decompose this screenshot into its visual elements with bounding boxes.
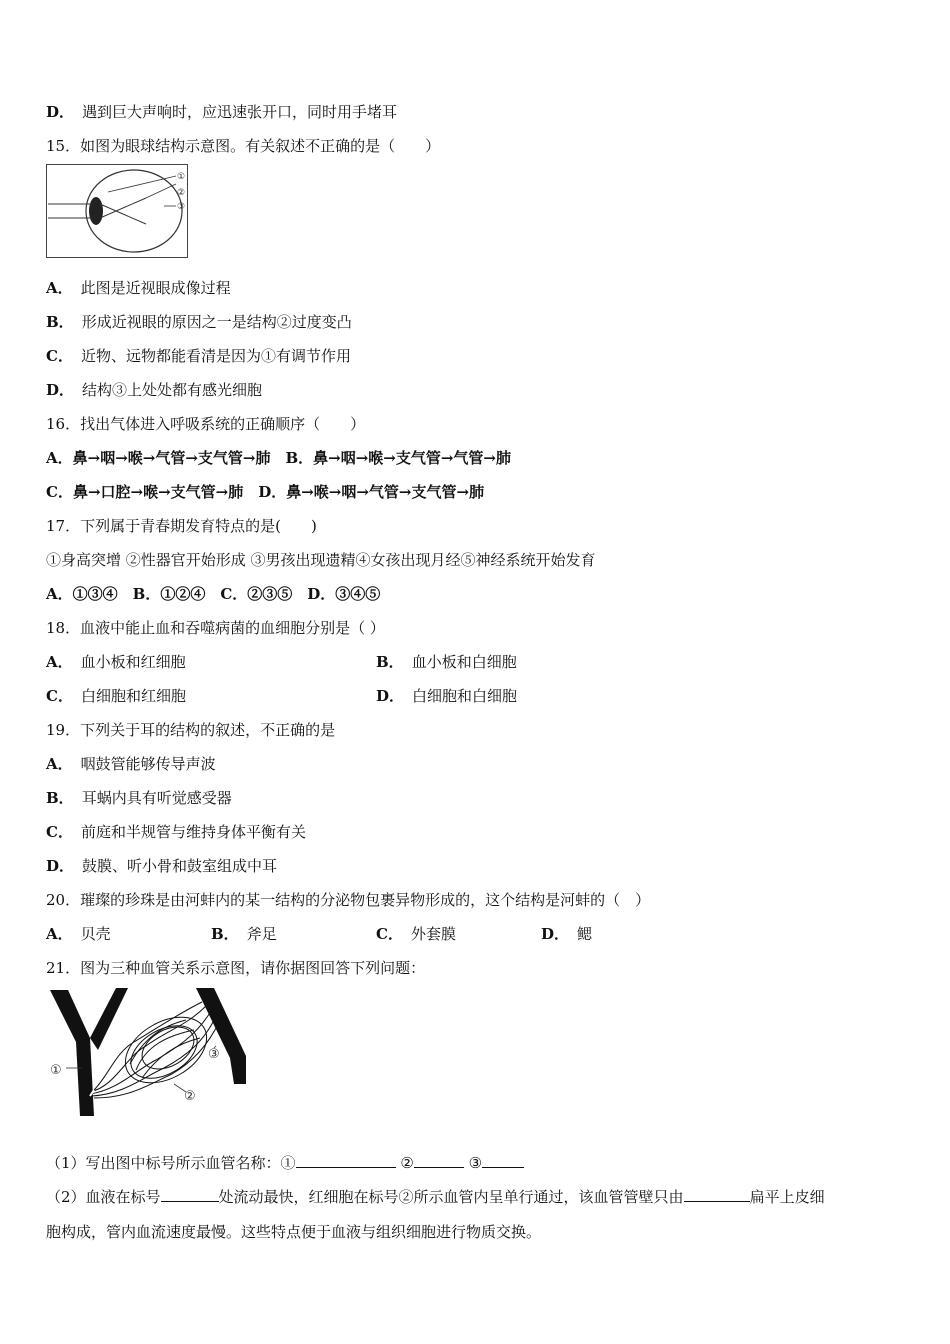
- label-3: ③: [177, 202, 186, 212]
- part2-text-c: 扁平上皮细: [749, 1188, 825, 1206]
- option-text: 外套膜: [410, 925, 456, 943]
- q18-option-a: [46, 652, 186, 672]
- option-label: B．: [211, 925, 239, 943]
- option-text: 斧足: [246, 925, 277, 943]
- option-text: 白细胞和红细胞: [80, 687, 186, 705]
- q14-option-d: [46, 102, 397, 122]
- answer-blank-1[interactable]: [296, 1152, 396, 1168]
- q21-part1: [46, 1152, 524, 1173]
- label-2: ②: [177, 188, 186, 198]
- option-text: 前庭和半规管与维持身体平衡有关: [80, 823, 306, 841]
- q19-stem: 19．下列关于耳的结构的叙述，不正确的是: [46, 721, 336, 739]
- option-text: 近物、远物都能看清是因为①有调节作用: [80, 347, 351, 365]
- q19-option-c: [46, 822, 306, 842]
- label-1: ①: [50, 1063, 62, 1078]
- q17-options: A．①③④ B．①②④ C．②③⑤ D．③④⑤: [46, 585, 381, 603]
- option-label: D．: [46, 381, 75, 399]
- option-label: A．: [46, 755, 73, 773]
- q16-options-row2: C．鼻→口腔→喉→支气管→肺 D．鼻→喉→咽→气管→支气管→肺: [46, 483, 485, 501]
- option-text: 此图是近视眼成像过程: [80, 279, 231, 297]
- label-3: ③: [208, 1047, 220, 1062]
- q19-option-a: [46, 754, 216, 774]
- q21-stem: 21．图为三种血管关系示意图，请你据图回答下列问题：: [46, 959, 426, 977]
- q16-stem: 16．找出气体进入呼吸系统的正确顺序（ ）: [46, 415, 366, 433]
- option-label: C．: [376, 925, 403, 943]
- option-text: 遇到巨大声响时，应迅速张开口，同时用手堵耳: [82, 103, 398, 121]
- answer-blank-2[interactable]: [414, 1152, 464, 1168]
- part1-label-2: ②: [400, 1154, 414, 1172]
- blood-vessel-diagram: [46, 986, 252, 1120]
- q18-option-d: [376, 686, 517, 706]
- q15-stem: 15．如图为眼球结构示意图。有关叙述不正确的是（ ）: [46, 137, 441, 155]
- q20-option-c: [376, 924, 456, 944]
- part1-prefix: （1）写出图中标号所示血管名称：①: [46, 1154, 296, 1172]
- q19-option-d: [46, 856, 277, 876]
- option-label: A．: [46, 925, 73, 943]
- q15-option-a: [46, 278, 231, 298]
- q20-option-b: [211, 924, 277, 944]
- answer-blank-4[interactable]: [161, 1186, 219, 1202]
- eye-diagram: [46, 164, 188, 258]
- q20-option-d: [541, 924, 592, 944]
- q18-option-c: [46, 686, 186, 706]
- option-label: D．: [46, 103, 75, 121]
- artery-shape: [50, 990, 94, 1116]
- option-text: 鳃: [577, 925, 593, 943]
- option-label: C．: [46, 823, 73, 841]
- option-label: C．: [46, 347, 73, 365]
- label-1: ①: [177, 172, 186, 182]
- option-text: 血小板和红细胞: [80, 653, 186, 671]
- label-2: ②: [184, 1089, 196, 1104]
- option-label: D．: [541, 925, 570, 943]
- q19-option-b: [46, 788, 232, 808]
- q17-items: ①身高突增 ②性器官开始形成 ③男孩出现遗精④女孩出现月经⑤神经系统开始发育: [46, 551, 596, 569]
- part1-label-3: ③: [468, 1154, 483, 1172]
- lens: [89, 197, 103, 225]
- q20-option-a: [46, 924, 111, 944]
- q17-stem: 17．下列属于青春期发育特点的是( ): [46, 517, 317, 535]
- option-text: 形成近视眼的原因之一是结构②过度变凸: [81, 313, 352, 331]
- option-label: D．: [46, 857, 75, 875]
- part2-text-a: （2）血液在标号: [46, 1188, 161, 1206]
- q21-part2-line2: 胞构成，管内血流速度最慢。这些特点便于血液与组织细胞进行物质交换。: [46, 1223, 542, 1241]
- q15-option-c: [46, 346, 351, 366]
- q18-stem: 18．血液中能止血和吞噬病菌的血细胞分别是（ ）: [46, 619, 385, 637]
- q18-option-b: [376, 652, 517, 672]
- option-label: D．: [376, 687, 405, 705]
- q16-options-row1: A．鼻→咽→喉→气管→支气管→肺 B．鼻→咽→喉→支气管→气管→肺: [46, 449, 512, 467]
- option-label: A．: [46, 279, 73, 297]
- option-text: 结构③上处处都有感光细胞: [82, 381, 263, 399]
- option-label: B．: [46, 789, 74, 807]
- option-text: 咽鼓管能够传导声波: [80, 755, 216, 773]
- option-label: B．: [376, 653, 404, 671]
- q15-option-b: [46, 312, 352, 332]
- option-text: 鼓膜、听小骨和鼓室组成中耳: [82, 857, 278, 875]
- option-text: 耳蜗内具有听觉感受器: [81, 789, 232, 807]
- answer-blank-5[interactable]: [684, 1186, 750, 1202]
- part2-text-b: 处流动最快，红细胞在标号②所示血管内呈单行通过，该血管管壁只由: [218, 1188, 684, 1206]
- option-text: 白细胞和白细胞: [412, 687, 518, 705]
- option-label: A．: [46, 653, 73, 671]
- option-label: C．: [46, 687, 73, 705]
- answer-blank-3[interactable]: [482, 1152, 524, 1168]
- option-text: 贝壳: [80, 925, 111, 943]
- q20-stem: 20．璀璨的珍珠是由河蚌内的某一结构的分泌物包裹异物形成的，这个结构是河蚌的（ ）: [46, 891, 651, 909]
- q15-option-d: [46, 380, 262, 400]
- q21-part2: [46, 1186, 825, 1207]
- option-text: 血小板和白细胞: [411, 653, 517, 671]
- option-label: B．: [46, 313, 74, 331]
